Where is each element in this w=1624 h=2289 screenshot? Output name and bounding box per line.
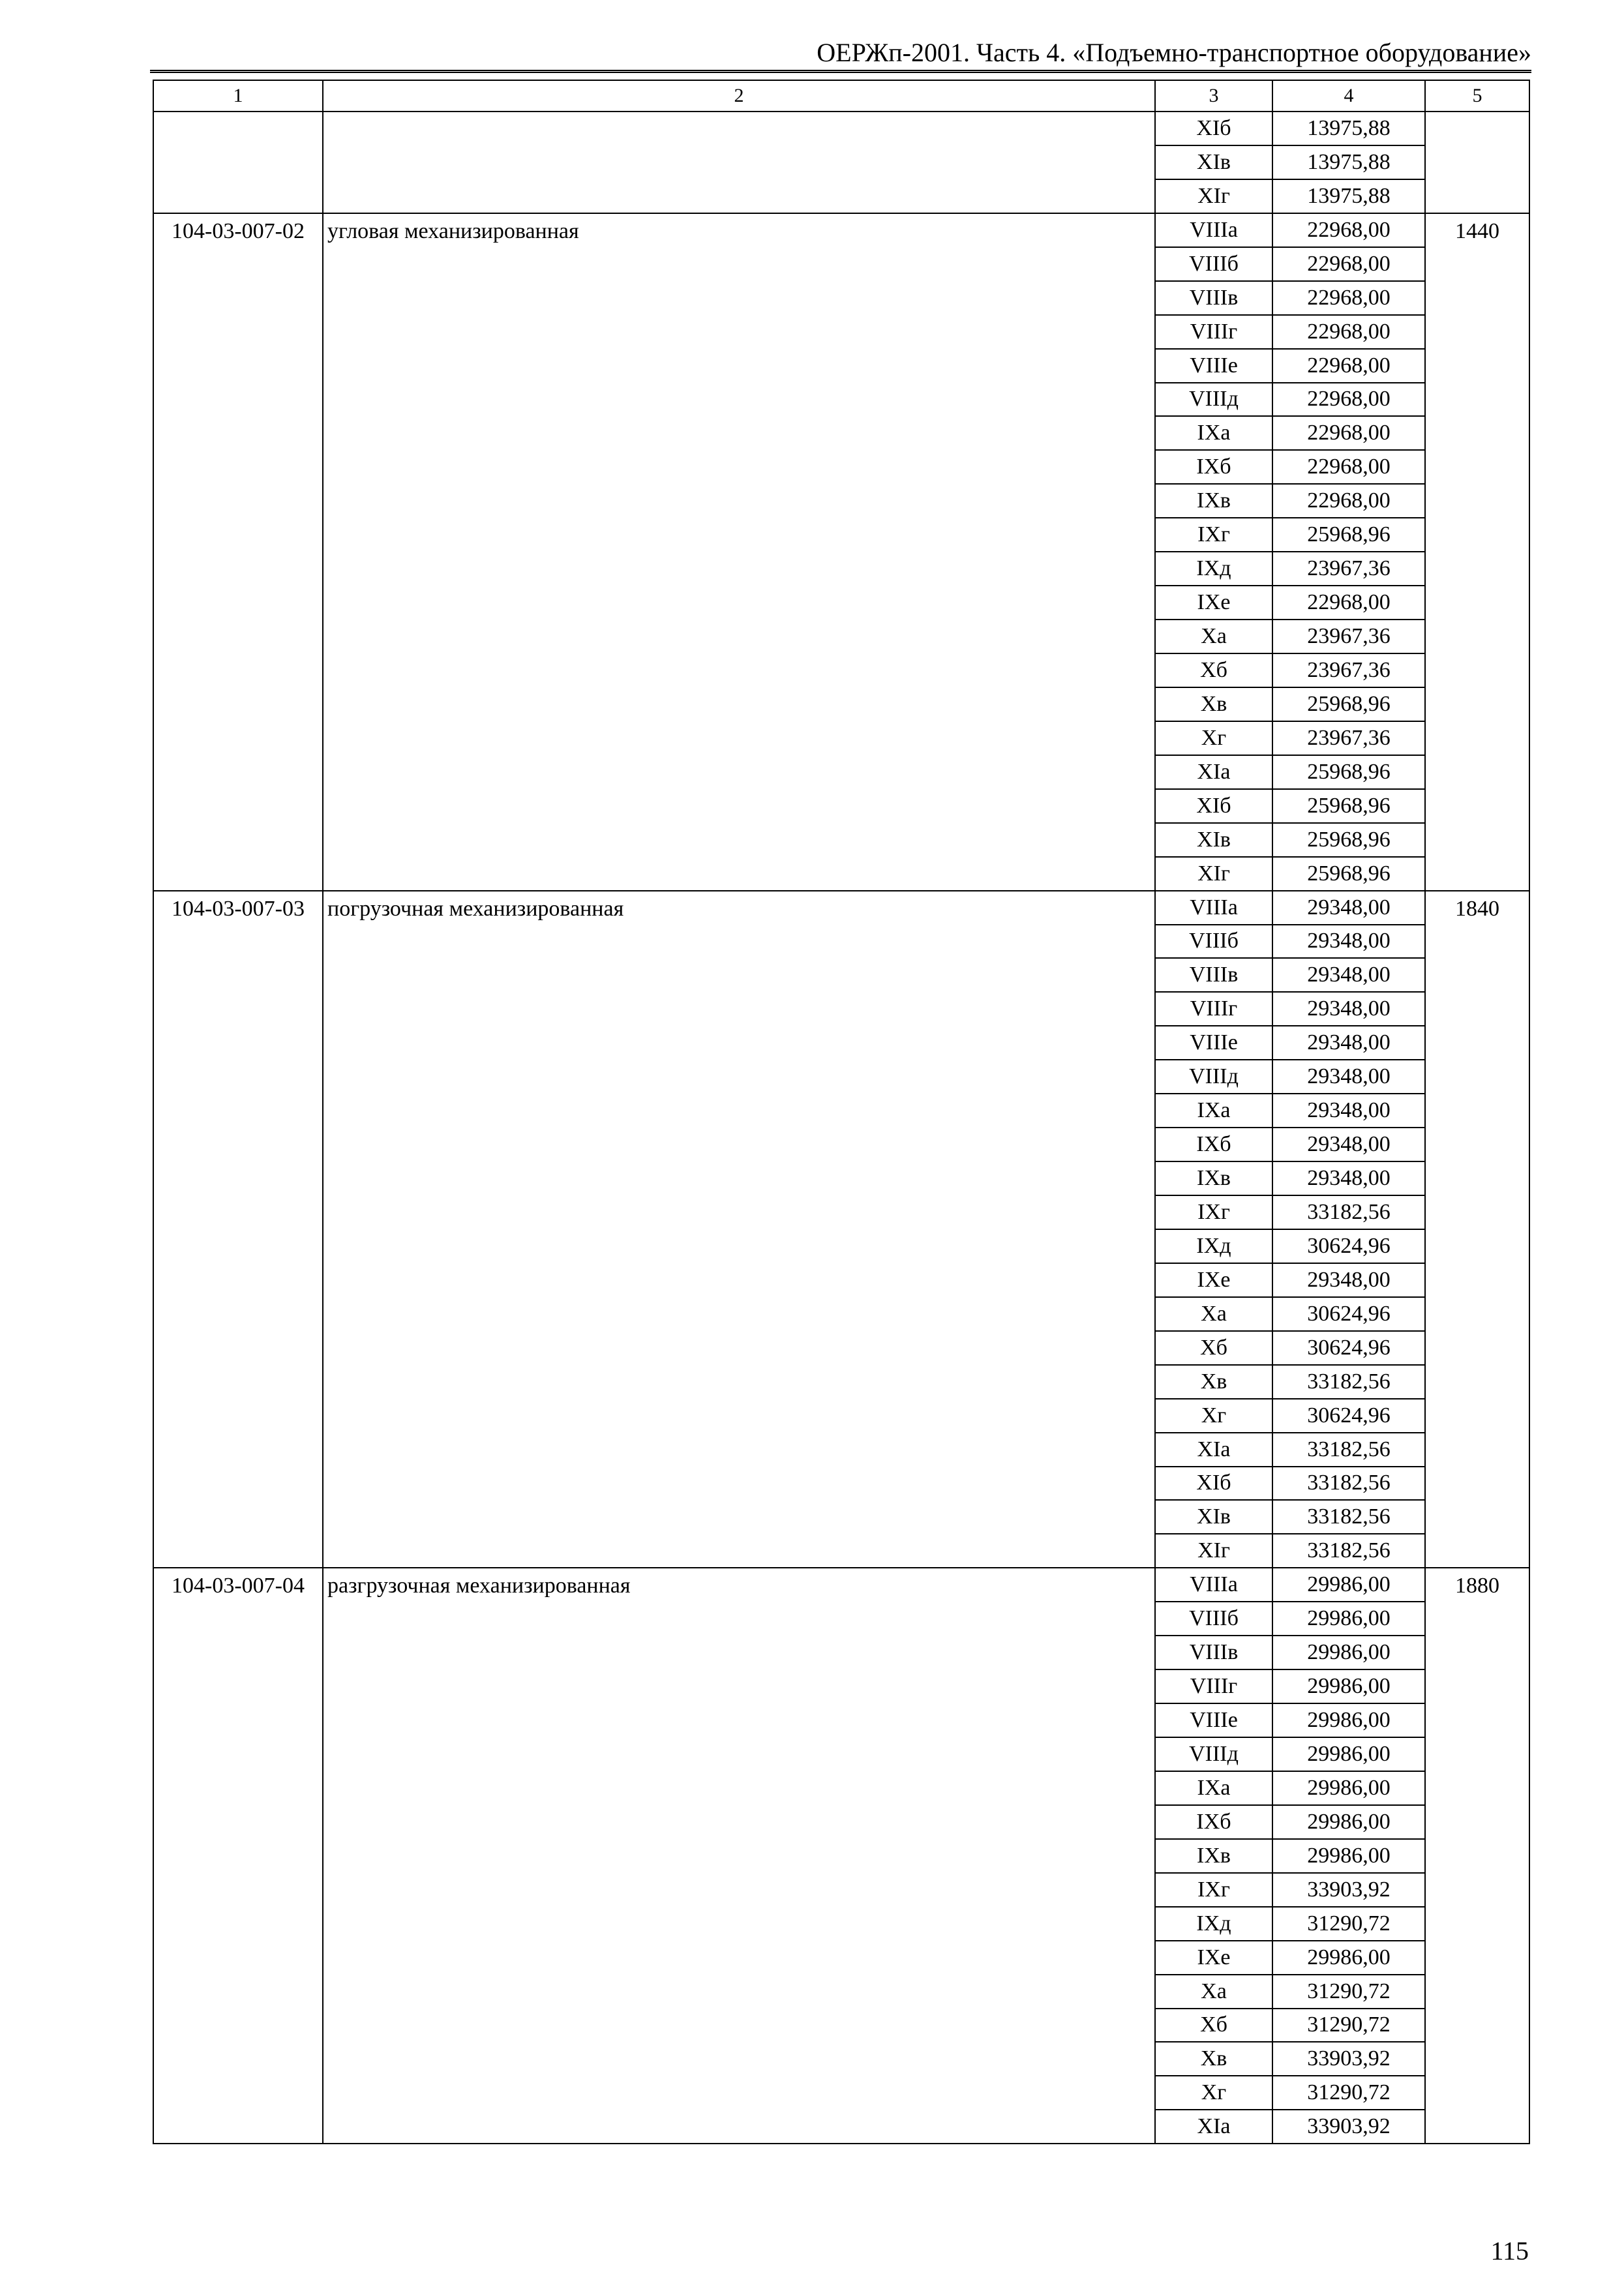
zone-code: XIг bbox=[1155, 857, 1272, 891]
zone-code: VIIIв bbox=[1155, 958, 1272, 992]
zone-code: VIIIд bbox=[1155, 1737, 1272, 1771]
zone-code: Xа bbox=[1155, 1297, 1272, 1331]
price-value: 22968,00 bbox=[1272, 315, 1425, 349]
price-value: 29986,00 bbox=[1272, 1669, 1425, 1703]
position-code: 104-03-007-04 bbox=[153, 1568, 323, 2144]
price-value: 30624,96 bbox=[1272, 1399, 1425, 1433]
zone-code: IXб bbox=[1155, 1805, 1272, 1839]
price-value: 29348,00 bbox=[1272, 891, 1425, 925]
zone-code: IXг bbox=[1155, 1195, 1272, 1229]
zone-code: VIIIе bbox=[1155, 1703, 1272, 1737]
price-value: 23967,36 bbox=[1272, 552, 1425, 586]
zone-code: IXд bbox=[1155, 552, 1272, 586]
price-value: 13975,88 bbox=[1272, 179, 1425, 213]
price-value: 29986,00 bbox=[1272, 1941, 1425, 1975]
price-value: 25968,96 bbox=[1272, 857, 1425, 891]
zone-code: IXе bbox=[1155, 586, 1272, 620]
price-table bbox=[153, 80, 1530, 2144]
price-value: 29348,00 bbox=[1272, 1060, 1425, 1094]
zone-code: IXа bbox=[1155, 1094, 1272, 1128]
price-value: 29986,00 bbox=[1272, 1568, 1425, 1602]
price-value: 31290,72 bbox=[1272, 2009, 1425, 2042]
column-number-row bbox=[153, 80, 1529, 112]
zone-code: Xв bbox=[1155, 687, 1272, 721]
table-row bbox=[153, 1568, 1529, 1602]
page-header bbox=[150, 26, 1531, 73]
price-value: 13975,88 bbox=[1272, 112, 1425, 145]
price-value: 22968,00 bbox=[1272, 586, 1425, 620]
zone-code: VIIIа bbox=[1155, 891, 1272, 925]
price-value: 22968,00 bbox=[1272, 484, 1425, 518]
zone-code: IXг bbox=[1155, 1873, 1272, 1907]
zone-code: VIIIг bbox=[1155, 992, 1272, 1026]
table-row bbox=[153, 112, 1529, 145]
zone-code: Xб bbox=[1155, 1331, 1272, 1365]
zone-code: VIIIа bbox=[1155, 213, 1272, 247]
price-value: 30624,96 bbox=[1272, 1331, 1425, 1365]
price-value: 30624,96 bbox=[1272, 1229, 1425, 1263]
price-value: 29348,00 bbox=[1272, 1263, 1425, 1297]
zone-code: VIIIе bbox=[1155, 349, 1272, 383]
zone-code: IXе bbox=[1155, 1941, 1272, 1975]
price-value: 30624,96 bbox=[1272, 1297, 1425, 1331]
price-value: 23967,36 bbox=[1272, 721, 1425, 755]
price-value: 31290,72 bbox=[1272, 2076, 1425, 2110]
zone-code: IXа bbox=[1155, 1771, 1272, 1805]
zone-code: IXг bbox=[1155, 518, 1272, 552]
price-value: 29986,00 bbox=[1272, 1636, 1425, 1669]
price-value: 33182,56 bbox=[1272, 1500, 1425, 1534]
price-value: 25968,96 bbox=[1272, 789, 1425, 823]
zone-code: VIIIб bbox=[1155, 1602, 1272, 1636]
price-value: 22968,00 bbox=[1272, 450, 1425, 484]
zone-code: XIб bbox=[1155, 1467, 1272, 1501]
zone-code: Xг bbox=[1155, 2076, 1272, 2110]
table-row bbox=[153, 213, 1529, 247]
zone-code: IXв bbox=[1155, 484, 1272, 518]
position-code: 104-03-007-03 bbox=[153, 891, 323, 1568]
price-value: 25968,96 bbox=[1272, 518, 1425, 552]
zone-code: IXб bbox=[1155, 450, 1272, 484]
zone-code: XIг bbox=[1155, 1534, 1272, 1568]
price-value: 31290,72 bbox=[1272, 1907, 1425, 1941]
zone-code: VIIIг bbox=[1155, 1669, 1272, 1703]
price-value: 29348,00 bbox=[1272, 1094, 1425, 1128]
zone-code: VIIIд bbox=[1155, 1060, 1272, 1094]
price-value: 23967,36 bbox=[1272, 653, 1425, 687]
price-value: 13975,88 bbox=[1272, 145, 1425, 179]
price-value: 29348,00 bbox=[1272, 992, 1425, 1026]
position-code bbox=[153, 112, 323, 213]
price-value: 33182,56 bbox=[1272, 1365, 1425, 1399]
zone-code: XIв bbox=[1155, 1500, 1272, 1534]
price-value: 29348,00 bbox=[1272, 1026, 1425, 1060]
price-value: 33182,56 bbox=[1272, 1195, 1425, 1229]
zone-code: IXа bbox=[1155, 416, 1272, 450]
zone-code: IXе bbox=[1155, 1263, 1272, 1297]
zone-code: XIв bbox=[1155, 823, 1272, 857]
price-value: 23967,36 bbox=[1272, 620, 1425, 653]
unit-value: 1840 bbox=[1425, 891, 1529, 1568]
unit-value bbox=[1425, 112, 1529, 213]
price-value: 22968,00 bbox=[1272, 281, 1425, 315]
price-value: 33903,92 bbox=[1272, 2110, 1425, 2144]
price-value: 29986,00 bbox=[1272, 1602, 1425, 1636]
zone-code: IXб bbox=[1155, 1128, 1272, 1161]
zone-code: XIа bbox=[1155, 1433, 1272, 1467]
column-header-1: 1 bbox=[153, 80, 323, 112]
price-value: 33903,92 bbox=[1272, 1873, 1425, 1907]
price-value: 22968,00 bbox=[1272, 349, 1425, 383]
price-value: 25968,96 bbox=[1272, 755, 1425, 789]
price-value: 29348,00 bbox=[1272, 925, 1425, 959]
zone-code: Xг bbox=[1155, 721, 1272, 755]
zone-code: XIб bbox=[1155, 789, 1272, 823]
zone-code: XIв bbox=[1155, 145, 1272, 179]
price-value: 31290,72 bbox=[1272, 1975, 1425, 2009]
price-value: 33182,56 bbox=[1272, 1433, 1425, 1467]
zone-code: Xа bbox=[1155, 1975, 1272, 2009]
price-value: 29348,00 bbox=[1272, 1128, 1425, 1161]
zone-code: VIIIв bbox=[1155, 281, 1272, 315]
zone-code: VIIIб bbox=[1155, 925, 1272, 959]
position-name bbox=[323, 112, 1155, 213]
price-value: 29986,00 bbox=[1272, 1771, 1425, 1805]
zone-code: IXд bbox=[1155, 1229, 1272, 1263]
document-title: ОЕРЖп-2001. Часть 4. «Подъемно-транспортное оборудование» bbox=[817, 38, 1531, 67]
column-header-4: 4 bbox=[1272, 80, 1425, 112]
zone-code: IXв bbox=[1155, 1839, 1272, 1873]
column-header-2: 2 bbox=[323, 80, 1155, 112]
position-name: разгрузочная механизированная bbox=[323, 1568, 1155, 2144]
zone-code: XIб bbox=[1155, 112, 1272, 145]
price-value: 29986,00 bbox=[1272, 1703, 1425, 1737]
position-code: 104-03-007-02 bbox=[153, 213, 323, 891]
zone-code: IXв bbox=[1155, 1161, 1272, 1195]
position-name: погрузочная механизированная bbox=[323, 891, 1155, 1568]
price-value: 25968,96 bbox=[1272, 687, 1425, 721]
zone-code: Xб bbox=[1155, 653, 1272, 687]
zone-code: Xг bbox=[1155, 1399, 1272, 1433]
price-value: 25968,96 bbox=[1272, 823, 1425, 857]
column-header-5: 5 bbox=[1425, 80, 1529, 112]
table-row bbox=[153, 891, 1529, 925]
zone-code: VIIIб bbox=[1155, 247, 1272, 281]
zone-code: VIIIд bbox=[1155, 383, 1272, 417]
zone-code: VIIIв bbox=[1155, 1636, 1272, 1669]
zone-code: Xа bbox=[1155, 620, 1272, 653]
zone-code: XIг bbox=[1155, 179, 1272, 213]
price-value: 29986,00 bbox=[1272, 1805, 1425, 1839]
table-body bbox=[153, 112, 1529, 2144]
price-value: 33182,56 bbox=[1272, 1534, 1425, 1568]
zone-code: VIIIг bbox=[1155, 315, 1272, 349]
zone-code: VIIIа bbox=[1155, 1568, 1272, 1602]
zone-code: Xв bbox=[1155, 2042, 1272, 2076]
price-value: 29986,00 bbox=[1272, 1737, 1425, 1771]
zone-code: IXд bbox=[1155, 1907, 1272, 1941]
zone-code: XIа bbox=[1155, 2110, 1272, 2144]
page-number: 115 bbox=[1490, 2236, 1529, 2266]
unit-value: 1440 bbox=[1425, 213, 1529, 891]
zone-code: Xв bbox=[1155, 1365, 1272, 1399]
price-value: 22968,00 bbox=[1272, 383, 1425, 417]
position-name: угловая механизированная bbox=[323, 213, 1155, 891]
price-value: 22968,00 bbox=[1272, 416, 1425, 450]
price-value: 33182,56 bbox=[1272, 1467, 1425, 1501]
price-value: 22968,00 bbox=[1272, 247, 1425, 281]
price-value: 22968,00 bbox=[1272, 213, 1425, 247]
price-value: 29348,00 bbox=[1272, 958, 1425, 992]
price-value: 33903,92 bbox=[1272, 2042, 1425, 2076]
zone-code: VIIIе bbox=[1155, 1026, 1272, 1060]
unit-value: 1880 bbox=[1425, 1568, 1529, 2144]
zone-code: Xб bbox=[1155, 2009, 1272, 2042]
price-value: 29986,00 bbox=[1272, 1839, 1425, 1873]
price-value: 29348,00 bbox=[1272, 1161, 1425, 1195]
zone-code: XIа bbox=[1155, 755, 1272, 789]
column-header-3: 3 bbox=[1155, 80, 1272, 112]
